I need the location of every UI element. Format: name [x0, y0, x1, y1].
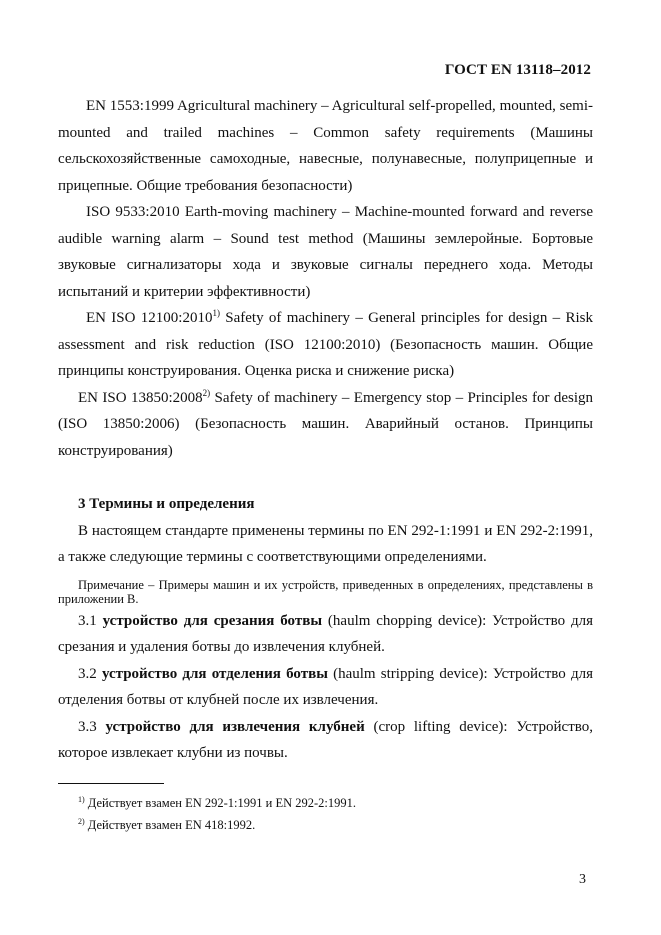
footnotes: [78, 792, 593, 836]
footnote-2: [78, 814, 593, 836]
footnote-ref-1: 1): [212, 308, 220, 318]
term-definition: : Устройство для срезания и удаления ботвы до извлечения клубней.: [58, 612, 594, 655]
section-heading: 3 Термины и определения: [78, 496, 255, 512]
reference-text: Earth-moving machinery – Machine-mounted forward and reverse audible warning alarm – Sound test method (Машины землеройные. Бортовые звуковые сигнализаторы хода и звуковые сигналы переднего хода. Методы испытаний и критерии эффективности): [58, 204, 593, 300]
term-number: 3.3: [78, 718, 106, 735]
footnote-text: Действует взамен EN 292-1:1991 и EN 292-2:1991.: [84, 796, 356, 810]
term-number: 3.2: [78, 665, 102, 682]
footnote-1: [78, 792, 593, 814]
reference-en-iso-13850: [58, 385, 593, 465]
term-name: устройство для отделения ботвы: [101, 665, 328, 682]
reference-id: ISO 9533:2010: [86, 204, 180, 220]
reference-id: EN ISO 13850:2008: [78, 389, 203, 406]
reference-iso-9533: [58, 199, 593, 305]
section-intro: В настоящем стандарте применены термины по EN 292-1:1991 и EN 292-2:1991, а также следующие термины с соответствующими определениями.: [58, 522, 593, 565]
term-english: (crop lifting device): [364, 718, 504, 735]
footnote-ref-2: 2): [202, 387, 211, 398]
reference-en-1553: [58, 93, 593, 199]
footnote-divider: [58, 783, 164, 784]
reference-text: Agricultural machinery – Agricultural self-propelled, mounted, semi-mounted and trailed machines – Common safety requirements (Машины сельскохозяйственные самоходные, навесные, полунавесные, полуприцепные и прицепные. Общие требования безопасности): [58, 98, 593, 194]
term-english: (haulm stripping device): [327, 665, 484, 682]
reference-id: EN ISO 12100:2010: [86, 310, 213, 326]
reference-text: Safety of machinery – General principles for design – Risk assessment and risk reduction (ISO 12100:2010) (Безопасность машин. Общие принципы конструирования. Оценка риска и снижение риска): [58, 310, 593, 379]
footnote-mark: 1): [78, 794, 85, 804]
term-3-1: [58, 608, 593, 661]
term-definition: : Устройство, которое извлекает клубни из почвы.: [58, 718, 594, 761]
term-number: 3.1: [78, 612, 103, 629]
term-name: устройство для срезания ботвы: [102, 612, 323, 629]
term-3-2: [58, 661, 593, 714]
term-3-3: [58, 714, 593, 767]
page-number: 3: [579, 872, 586, 887]
reference-text: Safety of machinery – Emergency stop – Principles for design (ISO 13850:2006) (Безопасность машин. Аварийный останов. Принципы конструирования): [58, 389, 594, 459]
term-name: устройство для извлечения клубней: [105, 718, 365, 735]
term-definition: : Устройство для отделения ботвы от клубней после их извлечения.: [58, 665, 593, 708]
reference-en-iso-12100: [58, 305, 593, 385]
footnote-text: Действует взамен EN 418:1992.: [84, 818, 256, 832]
document-code-header: ГОСТ EN 13118–2012: [444, 62, 591, 78]
footnote-mark: 2): [78, 816, 85, 826]
term-english: (haulm chopping device): [322, 612, 483, 629]
document-body: [58, 93, 593, 767]
reference-id: EN 1553:1999: [86, 98, 174, 114]
section-note: Примечание – Примеры машин и их устройств, приведенных в определениях, представлены в приложении В.: [58, 577, 593, 606]
